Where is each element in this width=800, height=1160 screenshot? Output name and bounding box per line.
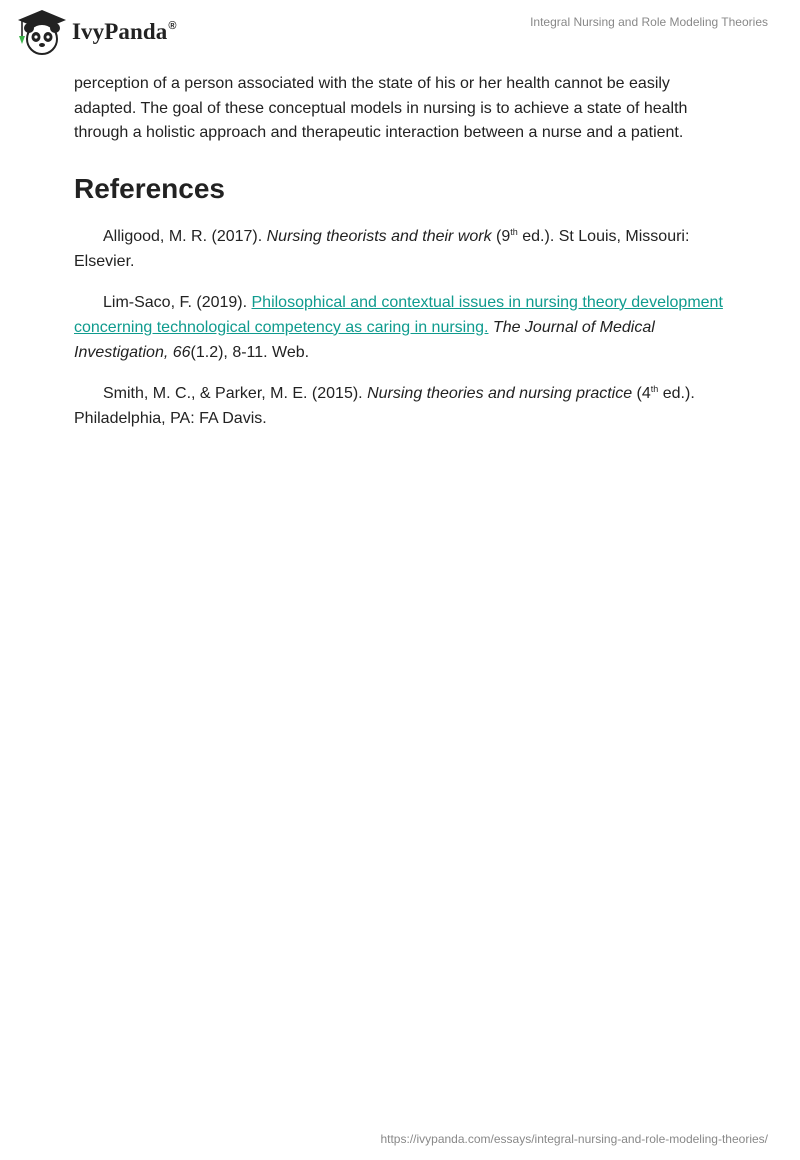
footer-url[interactable]: https://ivypanda.com/essays/integral-nursing-and-role-modeling-theories/: [380, 1132, 768, 1146]
panda-graduate-icon: [16, 8, 68, 56]
brand-name: IvyPanda®: [72, 19, 177, 44]
reference-item: Smith, M. C., & Parker, M. E. (2015). Nursing theories and nursing practice (4th ed.). Philadelphia, PA: FA Davis.: [74, 383, 695, 427]
page-header: [0, 0, 800, 64]
ivypanda-logo[interactable]: [16, 8, 177, 56]
reference-item: Alligood, M. R. (2017). Nursing theorists and their work (9th ed.). St Louis, Missouri: Elsevier.: [74, 226, 690, 270]
references-heading: References: [74, 172, 225, 204]
document-title: Integral Nursing and Role Modeling Theories: [530, 15, 768, 29]
reference-item: Lim-Saco, F. (2019). Philosophical and contextual issues in nursing theory development concerning technological competency as caring in nursing. The Journal of Medical Investigation, 66(1.2), 8-11. Web.: [74, 293, 723, 361]
reference-link[interactable]: Philosophical and contextual issues in nursing theory development concerning technological competency as caring in nursing.: [74, 293, 723, 336]
document-content: [74, 72, 734, 447]
body-paragraph: perception of a person associated with the state of his or her health cannot be easily adapted. The goal of these conceptual models in nursing is to achieve a state of health through a holistic approach and therapeutic interaction between a nurse and a patient.: [74, 75, 688, 141]
